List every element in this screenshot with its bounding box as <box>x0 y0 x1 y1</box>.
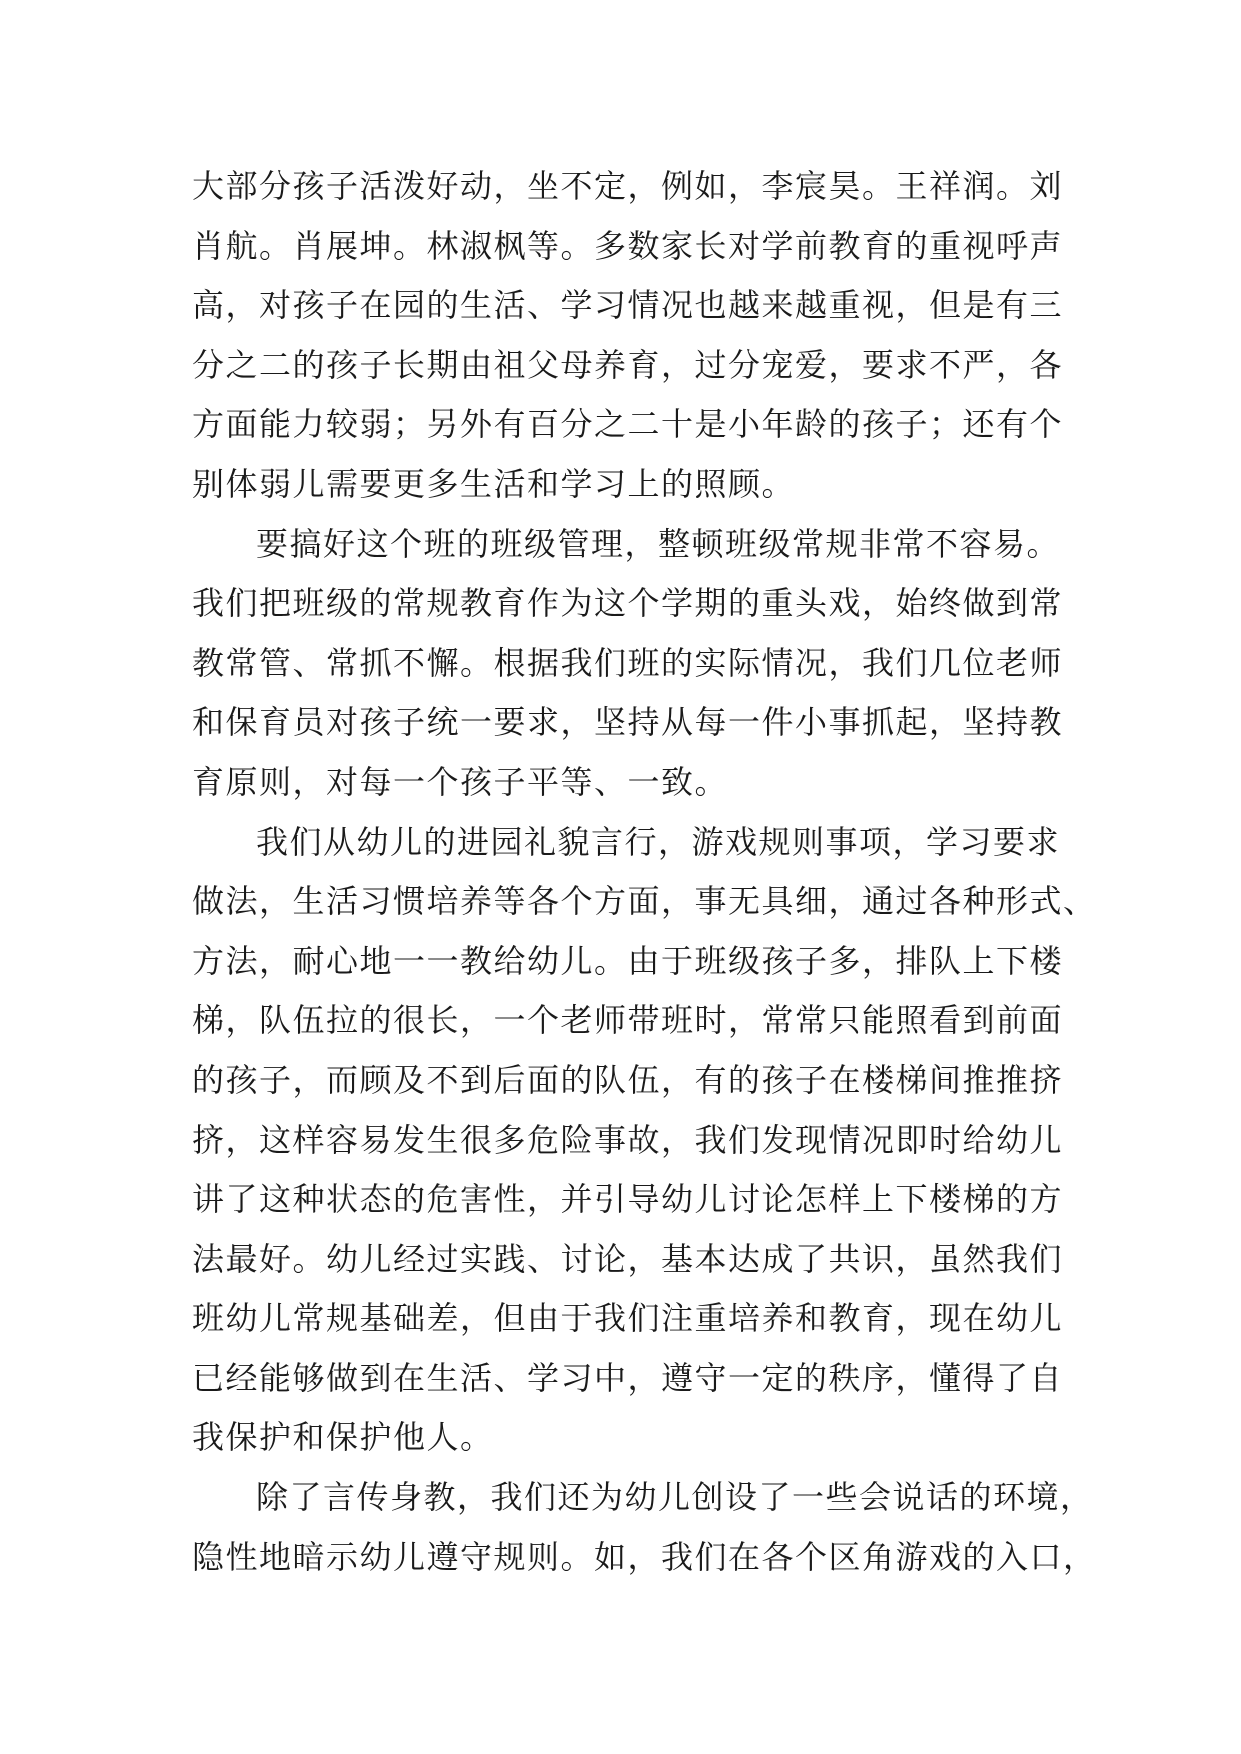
paragraph-line: 梯，队伍拉的很长，一个老师带班时，常常只能照看到前面 <box>192 1001 1064 1040</box>
paragraph-line: 高，对孩子在园的生活、学习情况也越来越重视，但是有三 <box>192 286 1064 325</box>
paragraph-line: 挤，这样容易发生很多危险事故，我们发现情况即时给幼儿 <box>192 1120 1064 1159</box>
paragraph-line: 做法，生活习惯培养等各个方面，事无具细，通过各种形式、 <box>192 882 1097 921</box>
paragraph-line: 要搞好这个班的班级管理，整顿班级常规非常不容易。 <box>256 524 1061 563</box>
paragraph-line: 我们把班级的常规教育作为这个学期的重头戏，始终做到常 <box>192 584 1064 623</box>
paragraph-line: 大部分孩子活泼好动，坐不定，例如，李宸昊。王祥润。刘 <box>192 167 1064 205</box>
paragraph-line: 除了言传身教，我们还为幼儿创设了一些会说话的环境， <box>256 1478 1094 1517</box>
paragraph-line: 讲了这种状态的危害性，并引导幼儿讨论怎样上下楼梯的方 <box>192 1180 1064 1219</box>
paragraph-line: 育原则，对每一个孩子平等、一致。 <box>192 762 729 801</box>
paragraph-line: 班幼儿常规基础差，但由于我们注重培养和教育，现在幼儿 <box>192 1299 1064 1338</box>
document-body <box>192 157 1097 1587</box>
paragraph-line: 别体弱儿需要更多生活和学习上的照顾。 <box>192 464 796 503</box>
paragraph-1 <box>192 157 1072 515</box>
paragraph-4 <box>192 1468 1097 1587</box>
paragraph-line: 教常管、常抓不懈。根据我们班的实际情况，我们几位老师 <box>192 643 1064 682</box>
paragraph-2 <box>192 515 1072 813</box>
paragraph-line: 的孩子，而顾及不到后面的队伍，有的孩子在楼梯间推推挤 <box>192 1060 1064 1099</box>
paragraph-line: 已经能够做到在生活、学习中，遵守一定的秩序，懂得了自 <box>192 1358 1064 1397</box>
paragraph-line: 肖航。肖展坤。林淑枫等。多数家长对学前教育的重视呼声 <box>192 226 1064 265</box>
paragraph-line: 和保育员对孩子统一要求，坚持从每一件小事抓起，坚持教 <box>192 703 1064 742</box>
paragraph-line: 我们从幼儿的进园礼貌言行，游戏规则事项，学习要求 <box>256 822 1061 861</box>
paragraph-line: 方法，耐心地一一教给幼儿。由于班级孩子多，排队上下楼 <box>192 941 1064 980</box>
paragraph-line: 分之二的孩子长期由祖父母养育，过分宠爱，要求不严，各 <box>192 345 1064 384</box>
paragraph-line: 我保护和保护他人。 <box>192 1418 494 1457</box>
paragraph-line: 隐性地暗示幼儿遵守规则。如，我们在各个区角游戏的入口， <box>192 1537 1097 1576</box>
paragraph-line: 方面能力较弱；另外有百分之二十是小年龄的孩子；还有个 <box>192 405 1064 444</box>
paragraph-3 <box>192 813 1097 1469</box>
paragraph-line: 法最好。幼儿经过实践、讨论，基本达成了共识，虽然我们 <box>192 1239 1064 1278</box>
